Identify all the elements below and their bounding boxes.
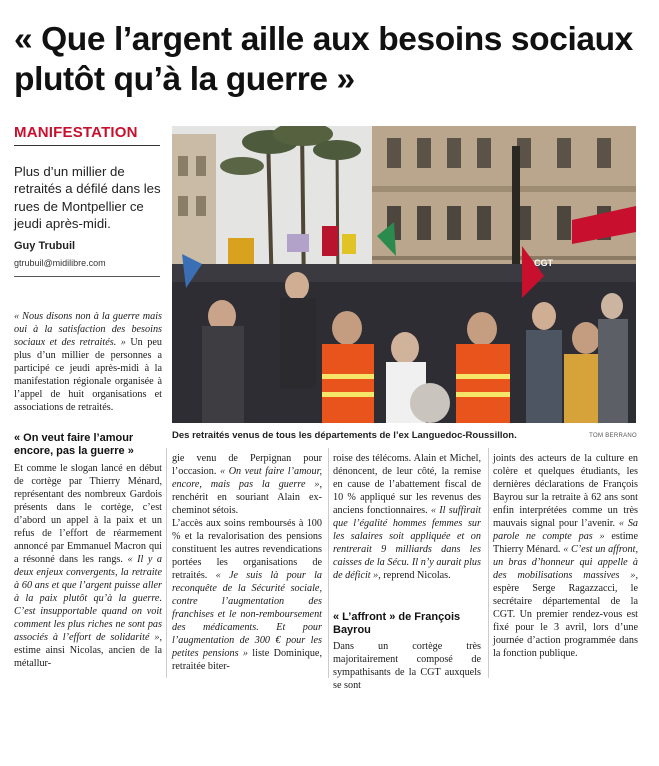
orange-vest: [322, 344, 374, 423]
rubric: MANIFESTATION: [14, 124, 138, 141]
subhead-amour: « On veut faire l’amour encore, pas la guerre »: [14, 432, 134, 457]
col3-quote: « Il suffirait que l’égalité hommes femmes sur les salaires soit appliquée et on rentrerait 9 milliards dans les caisses de la Sécu. Il n’y aurait plus de déficit »: [333, 505, 481, 581]
column-divider: [328, 448, 329, 678]
col3-text-2: , reprend Nicolas.: [378, 570, 451, 581]
intro-quote: « Nous disons non à la guerre mais oui à la satisfaction des besoins sociaux et des retraités. »: [14, 311, 162, 349]
protest-photo-illustration: [172, 126, 636, 423]
col1-quote: « Il y a deux enjeux convergents, la retraite à 60 ans et que l’argent puisse aller à la paix plutôt qu’à la guerre. C’est insupportable quand on voit comment les plus riches ne sont pas associés à l’effort de solidarité »: [14, 554, 162, 643]
col4-quote-2: « C’est un affront, un bras d’honneur qui appelle à des mobilisations massives »: [493, 544, 638, 581]
col2-quote-2: « Je suis là pour la reconquête de la Sécurité sociale, contre l’augmentation des franchises et le non-remboursement des médicaments. Et pour l’augmentation de 300 € pour les petites pensions »: [172, 570, 322, 659]
column-divider: [488, 448, 489, 678]
author-divider: [14, 276, 160, 277]
author-email: gtrubuil@midilibre.com: [14, 258, 106, 268]
col4-text-3: , espère Serge Ragazzacci, le secrétaire départemental de la CGT. Un premier rendez-vous est fixé pour le 3 avril, lors d’une journée d’action programmée dans la fonction publique.: [493, 570, 638, 659]
column-1: [14, 462, 162, 670]
col3-text-3: Dans un cortège très majoritairement composé de sympathisants de la CGT auxquels se sont: [333, 641, 481, 691]
headline: « Que l’argent aille aux besoins sociaux plutôt qu’à la guerre »: [14, 21, 633, 98]
col4-quote: « Sa parole ne compte pas »: [493, 518, 639, 542]
column-2: [172, 452, 322, 673]
article-photo: [172, 126, 636, 423]
rubric-divider: [14, 145, 160, 146]
col2-text-2: , renchérit en souriant Alain ex-cheminot sétois.: [172, 479, 322, 516]
col1-text: Et comme le slogan lancé en début de cortège par Thierry Ménard, représentant des nombreux Gardois présents dans le cortège, c’est d’abord un appel à la paix et un refus de l’effort de réarmement annoncé par Emmanuel Macron qui a résonné dans les rangs.: [14, 463, 162, 565]
column-3-end: [333, 640, 481, 692]
col2-text-4: liste Dominique, retraitée biter-: [172, 648, 322, 672]
intro-text: Un peu plus d’un millier de personnes a participé ce jeudi après-midi à la manifestation régionale organisée à l’appel de huit organisations et associations de retraités.: [14, 337, 162, 414]
column-4: [493, 452, 638, 660]
intro-paragraph: [14, 310, 162, 414]
placard-text: CGT: [534, 258, 553, 268]
standfirst: Plus d’un millier de retraités a défilé dans les rues de Montpellier ce jeudi après-midi.: [14, 164, 161, 232]
col2-quote: « On veut faire l’amour, encore, mais pas la guerre »: [172, 466, 322, 490]
author-name: Guy Trubuil: [14, 240, 76, 252]
col4-text: joints des acteurs de la culture en colère et quelques étudiants, les dernières déclarations de François Bayrou sur la retraite à 62 ans sont enfin interprétées comme un très mauvais signal pour l’avenir.: [493, 453, 638, 529]
col2-text: gie venu de Perpignan pour l’occasion.: [172, 453, 322, 477]
photo-caption: Des retraités venus de tous les départements de l’ex Languedoc-Roussillon.: [172, 430, 517, 441]
col3-text: roise des télécoms. Alain et Michel, dénoncent, de leur côté, la remise en cause de l’abattement fiscal de 10 % appliqué sur les revenus des anciens fonctionnaires.: [333, 453, 481, 516]
column-divider: [166, 448, 167, 678]
col1-text-end: , estime ainsi Nicolas, ancien de la métallur-: [14, 632, 162, 669]
photo-credit: TOM BERRANO: [589, 433, 637, 439]
column-3: [333, 452, 481, 582]
col4-text-2: estime Thierry Ménard.: [493, 531, 638, 555]
subhead-affront: « L’affront » de François Bayrou: [333, 611, 461, 636]
col2-text-3: L’accès aux soins remboursés à 100 % et la revalorisation des pensions constituent les autres revendications portées les organisations de retraités.: [172, 518, 322, 581]
